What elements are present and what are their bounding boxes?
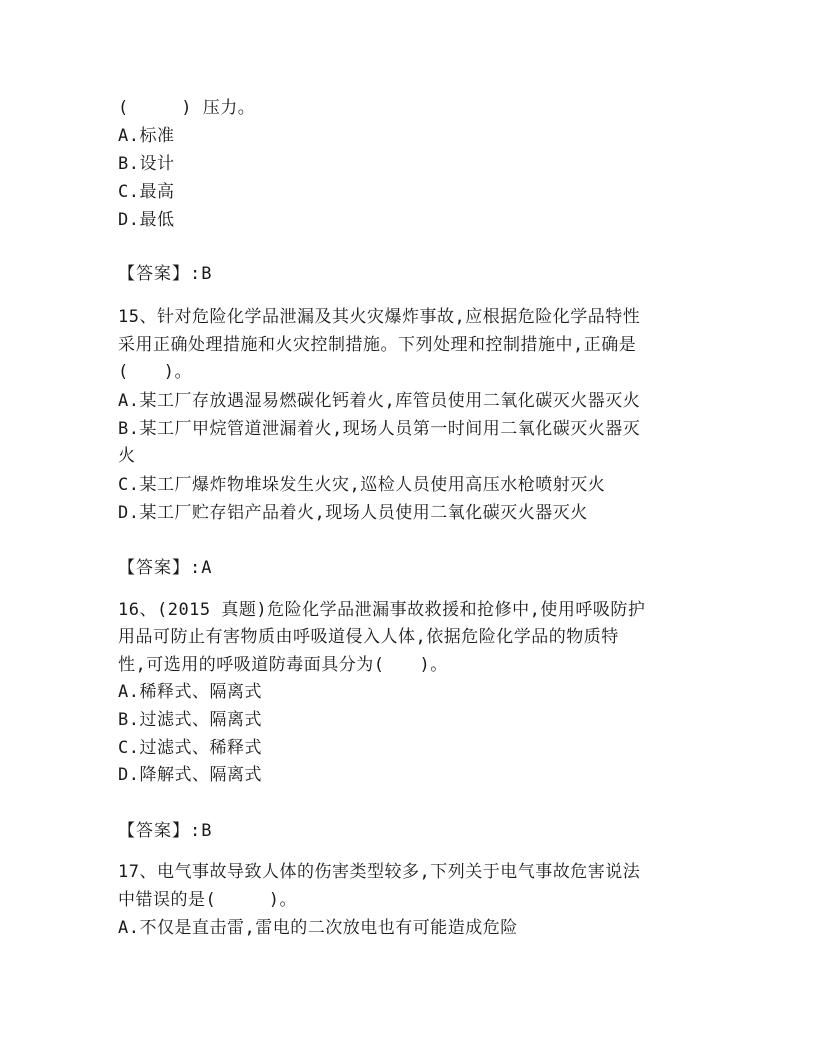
q16-option-d: D.降解式、隔离式 — [118, 765, 262, 785]
q15-option-a: A.某工厂存放遇湿易燃碳化钙着火,库管员使用二氧化碳灭火器灭火 — [118, 391, 641, 411]
q17-stem-line-2: 中错误的是( )。 — [118, 890, 297, 910]
q15-option-d: D.某工厂贮存铝产品着火,现场人员使用二氧化碳灭火器灭火 — [118, 503, 588, 523]
q15-stem-line-2: 采用正确处理措施和火灾控制措施。下列处理和控制措施中,正确是 — [118, 335, 637, 355]
q14-answer: 【答案】:B — [118, 264, 213, 284]
q16-option-b: B.过滤式、隔离式 — [118, 710, 262, 730]
q16-option-c: C.过滤式、稀释式 — [118, 738, 262, 758]
q14-option-d: D.最低 — [118, 210, 175, 230]
q16-stem-line-3: 性,可选用的呼吸道防毒面具分为( )。 — [118, 655, 448, 675]
q16-option-a: A.稀释式、隔离式 — [118, 682, 262, 702]
q15-stem-line-3: ( )。 — [118, 362, 192, 382]
q17-stem-line-1: 17、电气事故导致人体的伤害类型较多,下列关于电气事故危害说法 — [118, 862, 641, 882]
q15-option-b-cont: 火 — [118, 446, 136, 466]
q14-option-c: C.最高 — [118, 182, 175, 202]
q15-stem-line-1: 15、针对危险化学品泄漏及其火灾爆炸事故,应根据危险化学品特性 — [118, 307, 641, 327]
q15-option-c: C.某工厂爆炸物堆垛发生火灾,巡检人员使用高压水枪喷射灭火 — [118, 475, 606, 495]
q17-option-a: A.不仅是直击雷,雷电的二次放电也有可能造成危险 — [118, 918, 518, 938]
q14-stem-line: ( ) 压力。 — [118, 98, 256, 118]
q15-answer: 【答案】:A — [118, 558, 213, 578]
q16-stem-line-1: 16、(2015 真题)危险化学品泄漏事故救援和抢修中,使用呼吸防护 — [118, 600, 646, 620]
q14-option-b: B.设计 — [118, 154, 175, 174]
q16-stem-line-2: 用品可防止有害物质由呼吸道侵入人体,依据危险化学品的物质特 — [118, 627, 619, 647]
q15-option-b: B.某工厂甲烷管道泄漏着火,现场人员第一时间用二氧化碳灭火器灭 — [118, 419, 641, 439]
q16-answer: 【答案】:B — [118, 821, 213, 841]
q14-option-a: A.标准 — [118, 126, 175, 146]
